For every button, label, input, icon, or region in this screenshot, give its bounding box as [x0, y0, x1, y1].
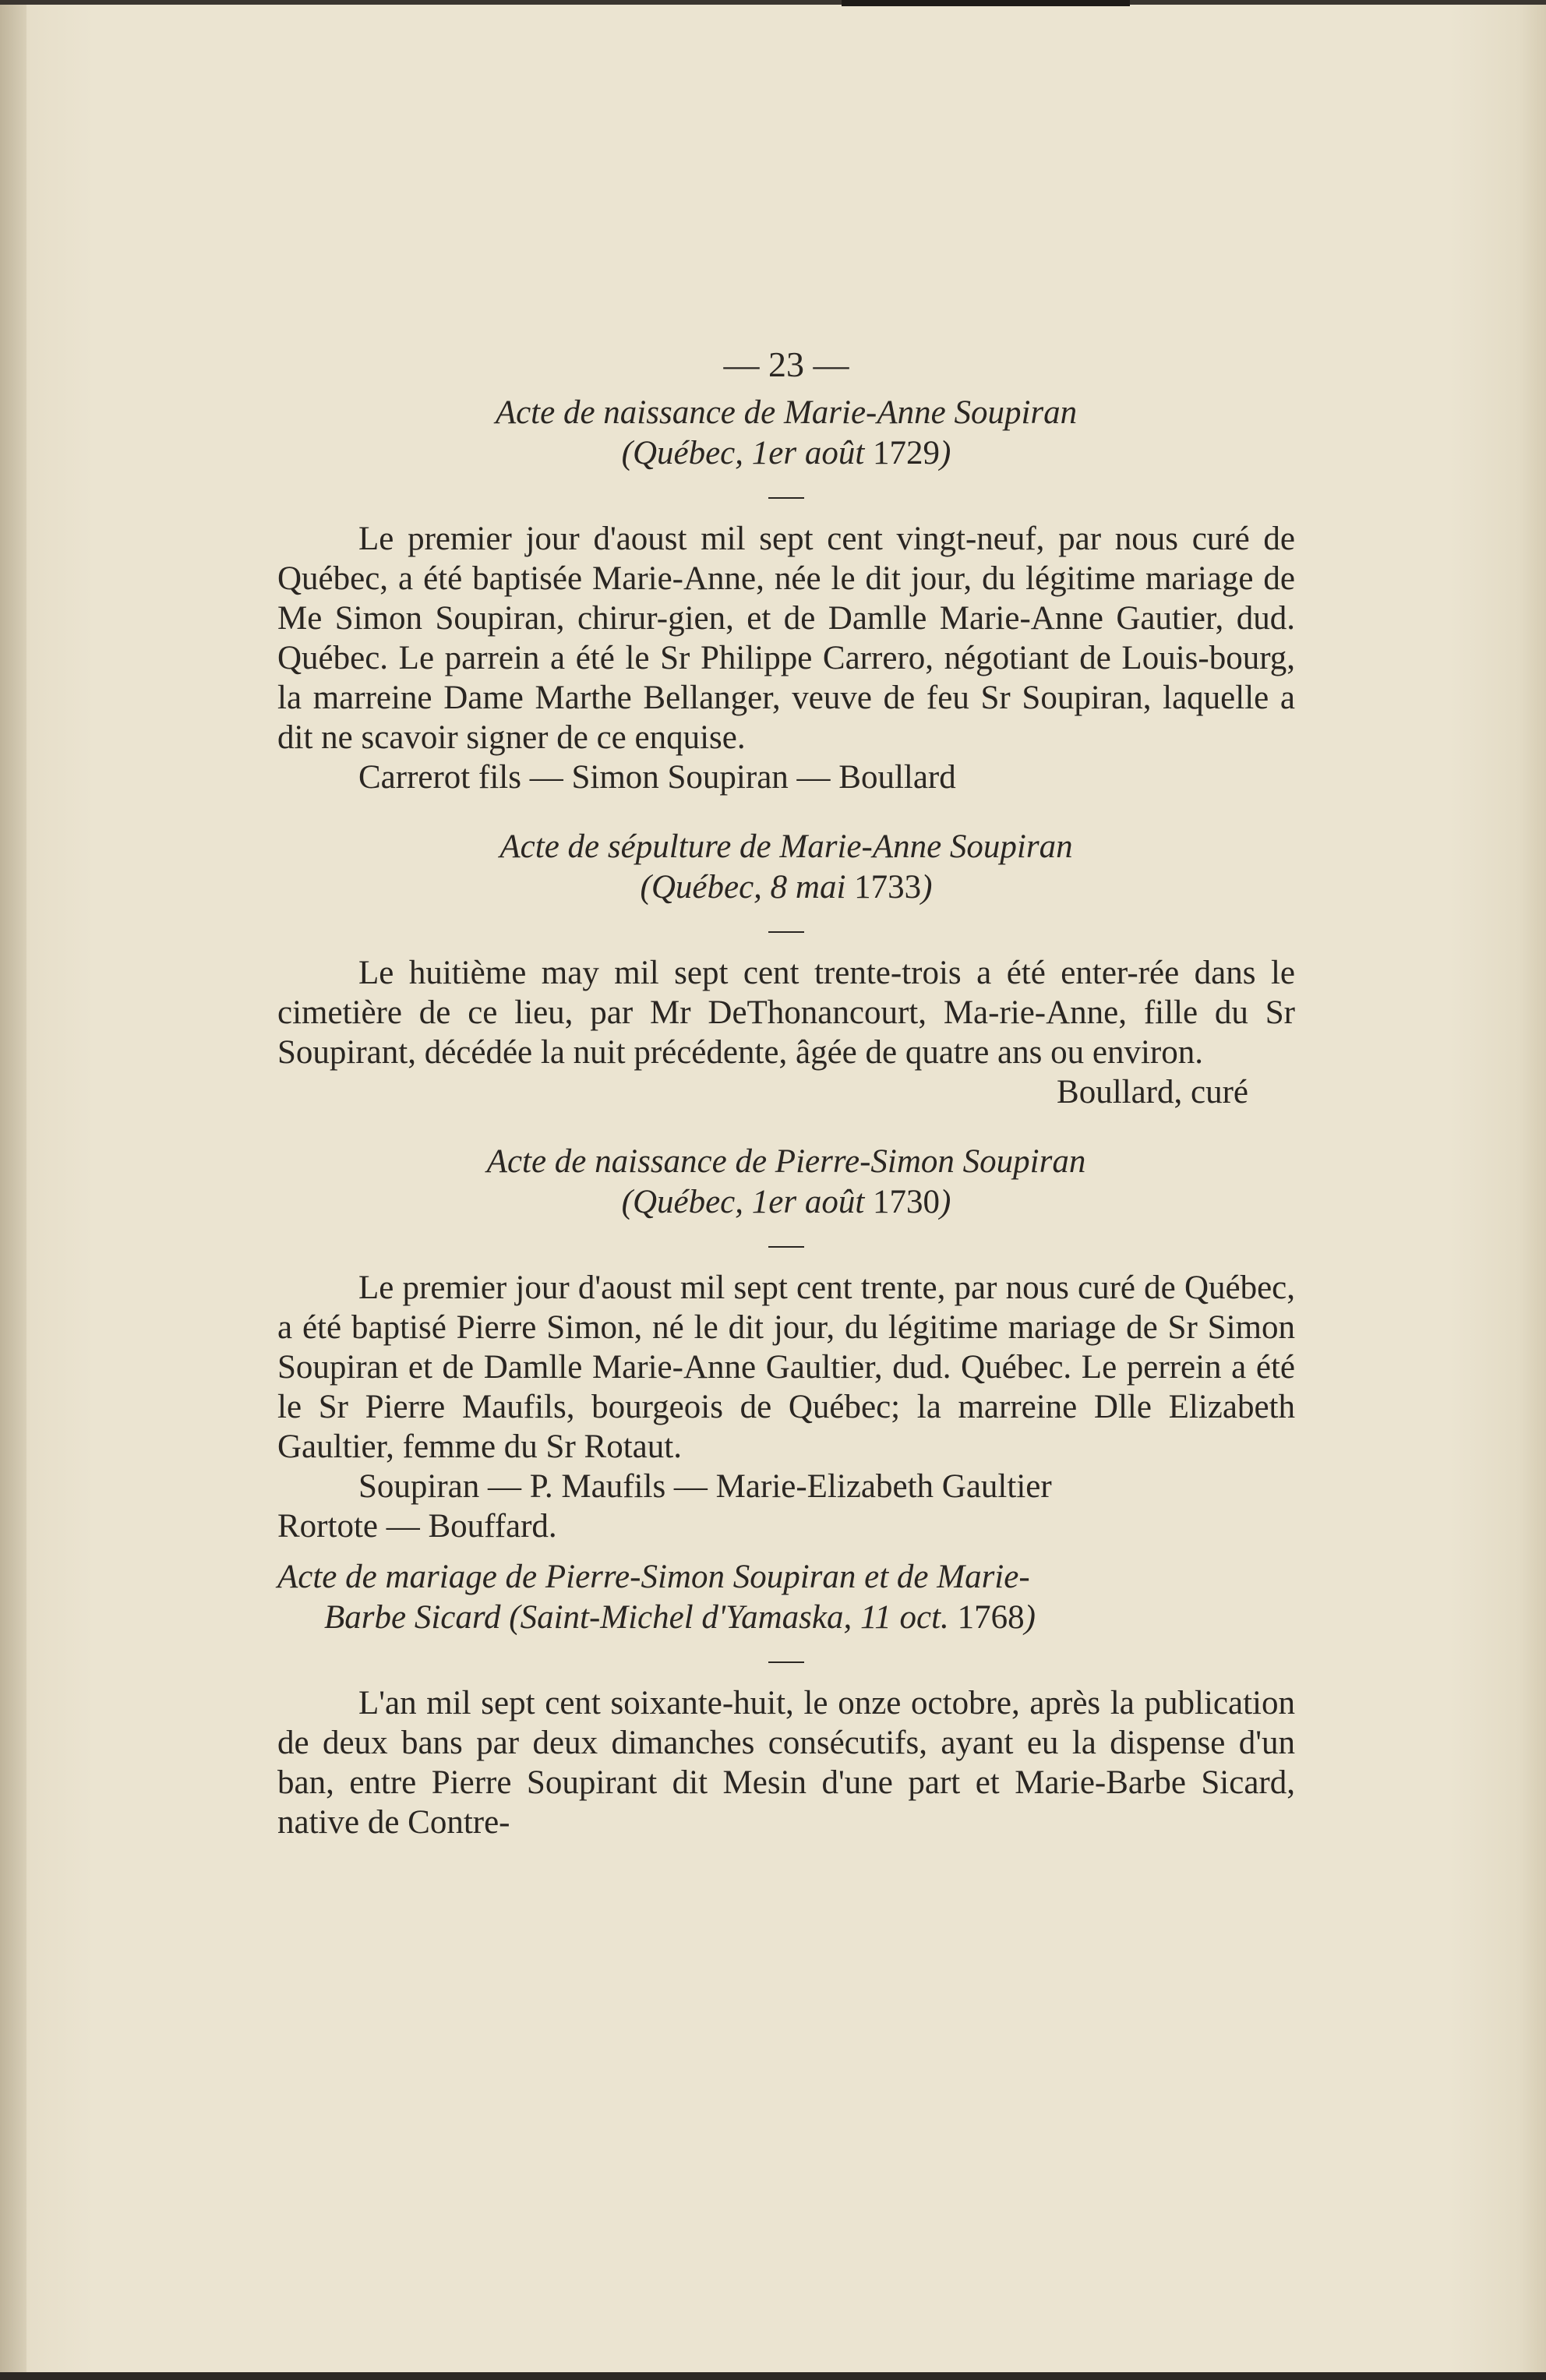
entry-birth-marie-anne [277, 393, 1295, 797]
entry-title-line-1: Acte de naissance de Pierre-Simon Soupiran [486, 1143, 1086, 1180]
separator-rule [768, 1661, 804, 1663]
entry-title-place: Québec, 1er août [632, 1184, 865, 1220]
entry-birth-pierre-simon [277, 1142, 1295, 1546]
entry-burial-marie-anne [277, 827, 1295, 1112]
entry-title-year: 1733 [854, 869, 922, 906]
entry-title: Acte de mariage de Pierre-Simon Soupiran et de Marie- Barbe Sicard (Saint-Michel d'Yamaska, 11 oct. 1768) [277, 1559, 1036, 1636]
separator-rule [768, 497, 804, 499]
top-edge [0, 0, 1546, 5]
entry-title-year: 1768 [957, 1599, 1025, 1636]
entry-marriage-pierre-simon [277, 1557, 1295, 1842]
page-binding-shadow [0, 0, 26, 2380]
entry-signatures: Boullard, curé [1057, 1074, 1248, 1111]
entry-title-line-1: Acte de naissance de Marie-Anne Soupiran [495, 394, 1078, 431]
entry-title-place: Québec, 8 mai [651, 869, 846, 906]
text-column [277, 343, 1295, 1842]
entry-signatures-line-2: Rortote — Bouffard. [277, 1508, 557, 1545]
entry-title: Acte de naissance de Marie-Anne Soupiran (Québec, 1er août 1729) [495, 394, 1078, 471]
entry-title-line-1: Acte de sépulture de Marie-Anne Soupiran [499, 828, 1073, 865]
entry-text: L'an mil sept cent soixante-huit, le onze octobre, après la publication de deux bans par deux dimanches consécutifs, ayant eu la dispense d'un ban, entre Pierre Soupirant dit Mesin d'une part et Marie-Barbe Sicard, native de Contre- [277, 1685, 1295, 1841]
entry-signatures: Carrerot fils — Simon Soupiran — Boullard [358, 759, 956, 796]
entry-title-place: Barbe Sicard (Saint-Michel d'Yamaska, 11 oct. [324, 1599, 949, 1636]
entry-text: Le premier jour d'aoust mil sept cent vingt-neuf, par nous curé de Québec, a été baptisée Marie-Anne, née le dit jour, du légitime mariage de Me Simon Soupiran, chirur-gien, et de Damlle Marie-Anne Gautier, dud. Québec. Le parrein a été le Sr Philippe Carrero, négotiant de Louis-bourg, la marreine Dame Marthe Bellanger, veuve de feu Sr Soupiran, laquelle a dit ne scavoir signer de ce enquise. [277, 521, 1295, 756]
spacer [277, 797, 1295, 827]
separator-rule [768, 931, 804, 933]
entry-title-place: Québec, 1er août [632, 435, 865, 471]
page-number: — 23 — [723, 344, 849, 384]
spacer [277, 1546, 1295, 1557]
entry-text: Le premier jour d'aoust mil sept cent trente, par nous curé de Québec, a été baptisé Pierre Simon, né le dit jour, du légitime mariage de Sr Simon Soupiran et de Damlle Marie-Anne Gaultier, dud. Québec. Le perrein a été le Sr Pierre Maufils, bourgeois de Québec; la marreine Dlle Elizabeth Gaultier, femme du Sr Rotaut. [277, 1269, 1295, 1465]
top-edge-dark [842, 0, 1130, 6]
entry-title: Acte de naissance de Pierre-Simon Soupiran (Québec, 1er août 1730) [486, 1143, 1086, 1220]
entry-text: Le huitième may mil sept cent trente-trois a été enter-rée dans le cimetière de ce lieu, par Mr DeThonancourt, Ma-rie-Anne, fille du Sr Soupirant, décédée la nuit précédente, âgée de quatre ans ou environ. [277, 955, 1295, 1071]
separator-rule [768, 1246, 804, 1248]
entry-signatures-line-1: Soupiran — P. Maufils — Marie-Elizabeth Gaultier [358, 1468, 1052, 1505]
entry-title-line-1: Acte de mariage de Pierre-Simon Soupiran et de Marie- [277, 1559, 1030, 1595]
entry-title: Acte de sépulture de Marie-Anne Soupiran (Québec, 8 mai 1733) [499, 828, 1073, 906]
spacer [277, 1112, 1295, 1142]
entry-title-year: 1730 [873, 1184, 941, 1220]
bottom-edge [0, 2372, 1546, 2380]
entry-title-year: 1729 [873, 435, 941, 471]
